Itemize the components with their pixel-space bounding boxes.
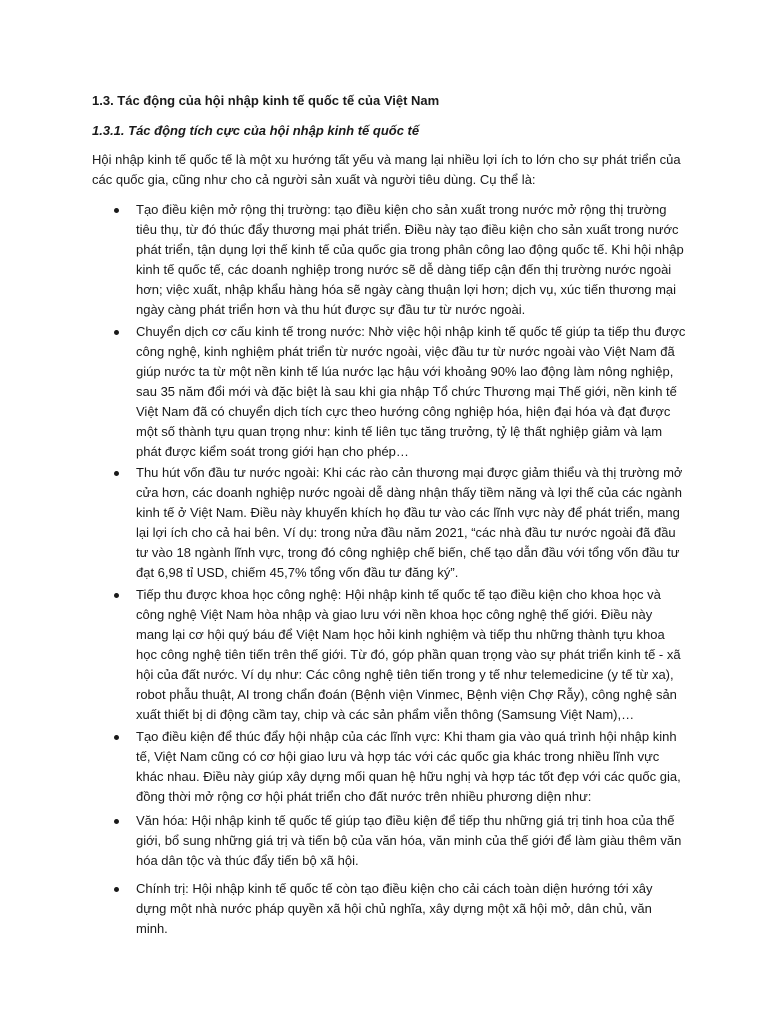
subsection-heading: 1.3.1. Tác động tích cực của hội nhập kinh tế quốc tế [92, 123, 420, 138]
list-item-text: Tiếp thu được khoa học công nghệ: Hội nhập kinh tế quốc tế tạo điều kiện cho khoa học và công nghệ Việt Nam hòa nhập và giao lưu với nền khoa học công nghệ thế giới. Điều này mang lại cơ hội quý báu để Việt Nam học hỏi kinh nghiệm và tiếp thu những thành tựu khoa học công nghệ tiên tiến trên thế giới. Từ đó, góp phần quan trọng vào sự phát triển kinh tế - xã hội của đất nước. Ví dụ như: Các công nghệ tiên tiến trong y tế như telemedicine (y tế từ xa), robot phẫu thuật, AI trong chẩn đoán (Bệnh viện Vinmec, Bệnh viện Chợ Rẫy), công nghệ sản xuất thiết bị di động cầm tay, chip và các sản phẩm viễn thông (Samsung Việt Nam),… [136, 587, 681, 722]
list-item-text: Chính trị: Hội nhập kinh tế quốc tế còn tạo điều kiện cho cải cách toàn diện hướng tới xây dựng một nhà nước pháp quyền xã hội chủ nghĩa, xây dựng một xã hội mở, dân chủ, văn minh. [136, 881, 653, 936]
list-item-text: Chuyển dịch cơ cấu kinh tế trong nước: Nhờ việc hội nhập kinh tế quốc tế giúp ta tiếp thu được công nghệ, kinh nghiệm phát triển từ nước ngoài, việc đầu tư từ nước ngoài vào Việt Nam đã giúp nước ta từ một nền kinh tế lúa nước lạc hậu với khoảng 90% lao động làm nông nghiệp, sau 35 năm đổi mới và đặc biệt là sau khi gia nhập Tổ chức Thương mại Thế giới, nền kinh tế Việt Nam đã có chuyển dịch tích cực theo hướng công nghiệp hóa, hiện đại hóa và đạt được một số thành tựu quan trọng như: kinh tế liên tục tăng trưởng, tỷ lệ thất nghiệp giảm và lạm phát được kiểm soát trong giới hạn cho phép… [136, 324, 686, 459]
intro-paragraph: Hội nhập kinh tế quốc tế là một xu hướng tất yếu và mang lại nhiều lợi ích to lớn cho sự phát triển của các quốc gia, cũng như cho cả người sản xuất và người tiêu dùng. Cụ thể là: [92, 152, 681, 187]
bullet-icon [114, 330, 119, 335]
list-item-text: Thu hút vốn đầu tư nước ngoài: Khi các rào cản thương mại được giảm thiểu và thị trường mở cửa hơn, các doanh nghiệp nước ngoài dễ dàng nhận thấy tiềm năng và lợi thế của các ngành kinh tế ở Việt Nam. Điều này khuyến khích họ đầu tư vào các lĩnh vực này để phát triển, mang lại lợi ích cho cả hai bên. Ví dụ: trong nửa đầu năm 2021, “các nhà đầu tư nước ngoài đã đầu tư vào 18 ngành lĩnh vực, trong đó công nghiệp chế biến, chế tạo dẫn đầu với tổng vốn đầu tư đạt 6,98 tỉ USD, chiếm 45,7% tổng vốn đầu tư đăng ký”. [136, 465, 683, 580]
list-item-text: Văn hóa: Hội nhập kinh tế quốc tế giúp tạo điều kiện để tiếp thu những giá trị tinh hoa của thế giới, bổ sung những giá trị và tiến bộ của văn hóa, văn minh của thế giới để làm giàu thêm văn hóa dân tộc và thúc đẩy tiến bộ xã hội. [136, 813, 682, 868]
bullet-icon [114, 593, 119, 598]
list-item-text: Tạo điều kiện để thúc đẩy hội nhập của các lĩnh vực: Khi tham gia vào quá trình hội nhập kinh tế, Việt Nam cũng có cơ hội giao lưu và hợp tác với các quốc gia khác trong nhiều lĩnh vực khác nhau. Điều này giúp xây dựng mối quan hệ hữu nghị và hợp tác tốt đẹp với các quốc gia, đồng thời mở rộng cơ hội phát triển cho đất nước trên nhiều phương diện như: [136, 729, 681, 804]
bullet-icon [114, 735, 119, 740]
bullet-icon [114, 887, 119, 892]
bullet-icon [114, 208, 119, 213]
list-item-text: Tạo điều kiện mở rộng thị trường: tạo điều kiện cho sản xuất trong nước mở rộng thị trường tiêu thụ, từ đó thúc đẩy thương mại phát triển. Điều này tạo điều kiện cho sản xuất trong nước phát triển, tận dụng lợi thế kinh tế của quốc gia trong phân công lao động quốc tế. Khi hội nhập kinh tế quốc tế, các doanh nghiệp trong nước sẽ dễ dàng tiếp cận đến thị trường nước ngoài hơn; việc xuất, nhập khẩu hàng hóa sẽ ngày càng thuận lợi hơn; dịch vụ, xúc tiến thương mại ngày càng phát triển hơn và thu hút được sự đầu tư từ nước ngoài. [136, 202, 684, 317]
bullet-icon [114, 819, 119, 824]
section-heading: 1.3. Tác động của hội nhập kinh tế quốc tế của Việt Nam [92, 93, 440, 108]
bullet-icon [114, 471, 119, 476]
